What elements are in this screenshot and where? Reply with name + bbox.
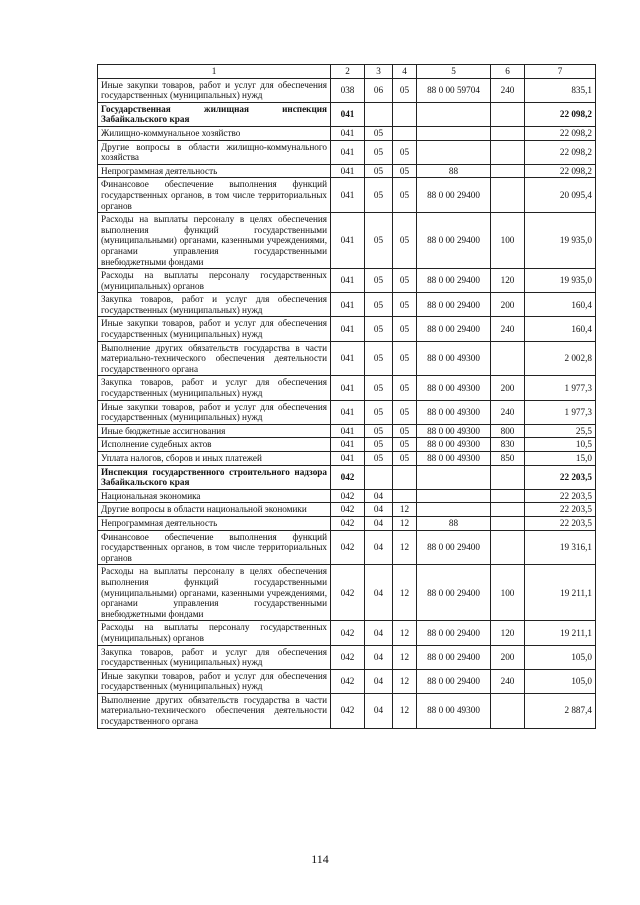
expense-type-cell xyxy=(491,465,525,489)
subsection-code-cell: 05 xyxy=(393,164,417,178)
amount-cell: 160,4 xyxy=(525,293,596,317)
section-code-cell: 05 xyxy=(365,140,393,164)
target-article-cell: 88 0 00 29400 xyxy=(417,530,491,565)
row-name-cell: Расходы на выплаты персоналу в целях обеспечения выполнения функций государственными (муниципальными) органами, казенными учреждениями, органами управления государственными внебюджетными фондами xyxy=(98,213,331,269)
table-row xyxy=(98,465,596,489)
section-code-cell: 05 xyxy=(365,424,393,438)
row-name-cell: Финансовое обеспечение выполнения функций государственных органов, в том числе территориальных органов xyxy=(98,178,331,213)
row-name-cell: Выполнение других обязательств государства в части материально-технического обеспечения деятельности государственного органа xyxy=(98,341,331,376)
target-article-cell: 88 0 00 29400 xyxy=(417,645,491,669)
subsection-code-cell: 12 xyxy=(393,621,417,645)
section-code-cell: 05 xyxy=(365,317,393,341)
section-code-cell: 05 xyxy=(365,126,393,140)
table-row xyxy=(98,645,596,669)
expense-type-cell: 100 xyxy=(491,213,525,269)
expense-type-cell: 240 xyxy=(491,78,525,102)
target-article-cell: 88 0 00 29400 xyxy=(417,317,491,341)
expense-type-cell: 120 xyxy=(491,621,525,645)
subsection-code-cell: 05 xyxy=(393,438,417,452)
ministry-code-cell: 041 xyxy=(331,140,365,164)
expense-type-cell: 200 xyxy=(491,376,525,400)
section-code-cell xyxy=(365,465,393,489)
ministry-code-cell: 042 xyxy=(331,693,365,728)
target-article-cell: 88 0 00 29400 xyxy=(417,293,491,317)
section-code-cell: 05 xyxy=(365,269,393,293)
section-code-cell: 05 xyxy=(365,293,393,317)
subsection-code-cell xyxy=(393,489,417,503)
section-code-cell: 04 xyxy=(365,621,393,645)
section-code-cell: 04 xyxy=(365,516,393,530)
row-name-cell: Расходы на выплаты персоналу государственных (муниципальных) органов xyxy=(98,269,331,293)
row-name-cell: Закупка товаров, работ и услуг для обеспечения государственных (муниципальных) нужд xyxy=(98,376,331,400)
table-row xyxy=(98,516,596,530)
section-code-cell: 04 xyxy=(365,669,393,693)
target-article-cell: 88 xyxy=(417,164,491,178)
subsection-code-cell xyxy=(393,102,417,126)
ministry-code-cell: 042 xyxy=(331,565,365,621)
target-article-cell: 88 0 00 29400 xyxy=(417,669,491,693)
row-name-cell: Непрограммная деятельность xyxy=(98,516,331,530)
subsection-code-cell: 05 xyxy=(393,140,417,164)
amount-cell: 2 887,4 xyxy=(525,693,596,728)
subsection-code-cell: 12 xyxy=(393,565,417,621)
expense-type-cell: 120 xyxy=(491,269,525,293)
row-name-cell: Другие вопросы в области жилищно-коммунального хозяйства xyxy=(98,140,331,164)
expense-type-cell xyxy=(491,178,525,213)
target-article-cell: 88 0 00 29400 xyxy=(417,213,491,269)
expense-type-cell xyxy=(491,164,525,178)
target-article-cell: 88 0 00 49300 xyxy=(417,376,491,400)
expense-type-cell xyxy=(491,693,525,728)
target-article-cell: 88 xyxy=(417,516,491,530)
amount-cell: 22 098,2 xyxy=(525,164,596,178)
target-article-cell: 88 0 00 49300 xyxy=(417,341,491,376)
table-row xyxy=(98,213,596,269)
section-code-cell: 04 xyxy=(365,503,393,517)
subsection-code-cell: 05 xyxy=(393,341,417,376)
target-article-cell: 88 0 00 49300 xyxy=(417,693,491,728)
table-row xyxy=(98,78,596,102)
expense-type-cell xyxy=(491,503,525,517)
amount-cell: 105,0 xyxy=(525,669,596,693)
subsection-code-cell: 05 xyxy=(393,424,417,438)
column-header: 1 xyxy=(98,65,331,79)
amount-cell: 1 977,3 xyxy=(525,400,596,424)
section-code-cell: 04 xyxy=(365,693,393,728)
table-row xyxy=(98,565,596,621)
expense-type-cell: 240 xyxy=(491,400,525,424)
expense-type-cell xyxy=(491,489,525,503)
expense-type-cell: 240 xyxy=(491,669,525,693)
subsection-code-cell xyxy=(393,465,417,489)
table-row xyxy=(98,140,596,164)
target-article-cell xyxy=(417,503,491,517)
ministry-code-cell: 042 xyxy=(331,489,365,503)
expense-type-cell xyxy=(491,341,525,376)
expense-type-cell: 850 xyxy=(491,452,525,466)
table-row xyxy=(98,269,596,293)
target-article-cell: 88 0 00 49300 xyxy=(417,452,491,466)
ministry-code-cell: 041 xyxy=(331,376,365,400)
table-row xyxy=(98,669,596,693)
subsection-code-cell: 05 xyxy=(393,293,417,317)
section-code-cell: 05 xyxy=(365,178,393,213)
subsection-code-cell: 05 xyxy=(393,178,417,213)
amount-cell: 19 211,1 xyxy=(525,621,596,645)
column-header: 6 xyxy=(491,65,525,79)
table-header-row xyxy=(98,65,596,79)
amount-cell: 105,0 xyxy=(525,645,596,669)
amount-cell: 22 203,5 xyxy=(525,516,596,530)
table-row xyxy=(98,503,596,517)
subsection-code-cell: 05 xyxy=(393,78,417,102)
target-article-cell xyxy=(417,126,491,140)
subsection-code-cell: 12 xyxy=(393,530,417,565)
ministry-code-cell: 041 xyxy=(331,269,365,293)
subsection-code-cell xyxy=(393,126,417,140)
row-name-cell: Государственная жилищная инспекция Забайкальского края xyxy=(98,102,331,126)
ministry-code-cell: 042 xyxy=(331,645,365,669)
row-name-cell: Другие вопросы в области национальной экономики xyxy=(98,503,331,517)
ministry-code-cell: 041 xyxy=(331,164,365,178)
amount-cell: 10,5 xyxy=(525,438,596,452)
column-header: 7 xyxy=(525,65,596,79)
row-name-cell: Иные закупки товаров, работ и услуг для обеспечения государственных (муниципальных) нужд xyxy=(98,669,331,693)
ministry-code-cell: 042 xyxy=(331,465,365,489)
ministry-code-cell: 041 xyxy=(331,438,365,452)
table-row xyxy=(98,424,596,438)
table-row xyxy=(98,489,596,503)
target-article-cell xyxy=(417,102,491,126)
expense-type-cell: 100 xyxy=(491,565,525,621)
row-name-cell: Иные закупки товаров, работ и услуг для обеспечения государственных (муниципальных) нужд xyxy=(98,317,331,341)
table-body xyxy=(98,78,596,728)
ministry-code-cell: 042 xyxy=(331,530,365,565)
row-name-cell: Инспекция государственного строительного надзора Забайкальского края xyxy=(98,465,331,489)
amount-cell: 22 203,5 xyxy=(525,503,596,517)
section-code-cell: 05 xyxy=(365,438,393,452)
amount-cell: 19 935,0 xyxy=(525,269,596,293)
section-code-cell: 05 xyxy=(365,164,393,178)
amount-cell: 835,1 xyxy=(525,78,596,102)
amount-cell: 22 203,5 xyxy=(525,489,596,503)
ministry-code-cell: 041 xyxy=(331,126,365,140)
ministry-code-cell: 041 xyxy=(331,452,365,466)
target-article-cell xyxy=(417,465,491,489)
table-row xyxy=(98,376,596,400)
subsection-code-cell: 12 xyxy=(393,693,417,728)
target-article-cell: 88 0 00 29400 xyxy=(417,269,491,293)
expense-type-cell xyxy=(491,530,525,565)
table-row xyxy=(98,178,596,213)
row-name-cell: Расходы на выплаты персоналу государственных (муниципальных) органов xyxy=(98,621,331,645)
subsection-code-cell: 12 xyxy=(393,645,417,669)
subsection-code-cell: 12 xyxy=(393,516,417,530)
subsection-code-cell: 12 xyxy=(393,503,417,517)
row-name-cell: Закупка товаров, работ и услуг для обеспечения государственных (муниципальных) нужд xyxy=(98,645,331,669)
section-code-cell: 04 xyxy=(365,645,393,669)
amount-cell: 15,0 xyxy=(525,452,596,466)
target-article-cell: 88 0 00 49300 xyxy=(417,438,491,452)
ministry-code-cell: 042 xyxy=(331,669,365,693)
table-row xyxy=(98,438,596,452)
section-code-cell: 05 xyxy=(365,400,393,424)
section-code-cell: 04 xyxy=(365,489,393,503)
subsection-code-cell: 05 xyxy=(393,400,417,424)
row-name-cell: Расходы на выплаты персоналу в целях обеспечения выполнения функций государственными (муниципальными) органами, казенными учреждениями, органами управления государственными внебюджетными фондами xyxy=(98,565,331,621)
amount-cell: 22 098,2 xyxy=(525,126,596,140)
row-name-cell: Уплата налогов, сборов и иных платежей xyxy=(98,452,331,466)
row-name-cell: Иные закупки товаров, работ и услуг для обеспечения государственных (муниципальных) нужд xyxy=(98,400,331,424)
amount-cell: 22 203,5 xyxy=(525,465,596,489)
section-code-cell: 05 xyxy=(365,213,393,269)
expense-type-cell: 240 xyxy=(491,317,525,341)
ministry-code-cell: 041 xyxy=(331,293,365,317)
expense-type-cell: 800 xyxy=(491,424,525,438)
table-row xyxy=(98,530,596,565)
ministry-code-cell: 041 xyxy=(331,213,365,269)
subsection-code-cell: 05 xyxy=(393,269,417,293)
section-code-cell xyxy=(365,102,393,126)
row-name-cell: Национальная экономика xyxy=(98,489,331,503)
ministry-code-cell: 041 xyxy=(331,317,365,341)
table-row xyxy=(98,317,596,341)
target-article-cell: 88 0 00 49300 xyxy=(417,400,491,424)
target-article-cell: 88 0 00 29400 xyxy=(417,565,491,621)
row-name-cell: Финансовое обеспечение выполнения функций государственных органов, в том числе территориальных органов xyxy=(98,530,331,565)
amount-cell: 1 977,3 xyxy=(525,376,596,400)
ministry-code-cell: 042 xyxy=(331,621,365,645)
target-article-cell: 88 0 00 49300 xyxy=(417,424,491,438)
expense-type-cell: 830 xyxy=(491,438,525,452)
page-number: 114 xyxy=(311,852,329,866)
subsection-code-cell: 05 xyxy=(393,376,417,400)
row-name-cell: Жилищно-коммунальное хозяйство xyxy=(98,126,331,140)
section-code-cell: 04 xyxy=(365,530,393,565)
target-article-cell: 88 0 00 59704 xyxy=(417,78,491,102)
target-article-cell xyxy=(417,489,491,503)
section-code-cell: 05 xyxy=(365,452,393,466)
row-name-cell: Исполнение судебных актов xyxy=(98,438,331,452)
table-row xyxy=(98,452,596,466)
amount-cell: 22 098,2 xyxy=(525,140,596,164)
subsection-code-cell: 05 xyxy=(393,452,417,466)
column-header: 2 xyxy=(331,65,365,79)
amount-cell: 19 211,1 xyxy=(525,565,596,621)
table-row xyxy=(98,400,596,424)
expense-type-cell xyxy=(491,126,525,140)
amount-cell: 22 098,2 xyxy=(525,102,596,126)
table-row xyxy=(98,293,596,317)
amount-cell: 25,5 xyxy=(525,424,596,438)
target-article-cell: 88 0 00 29400 xyxy=(417,621,491,645)
target-article-cell xyxy=(417,140,491,164)
column-header: 3 xyxy=(365,65,393,79)
ministry-code-cell: 038 xyxy=(331,78,365,102)
expense-type-cell xyxy=(491,102,525,126)
table-row xyxy=(98,102,596,126)
amount-cell: 160,4 xyxy=(525,317,596,341)
subsection-code-cell: 05 xyxy=(393,317,417,341)
expense-type-cell xyxy=(491,140,525,164)
section-code-cell: 05 xyxy=(365,341,393,376)
expense-type-cell: 200 xyxy=(491,645,525,669)
section-code-cell: 06 xyxy=(365,78,393,102)
section-code-cell: 04 xyxy=(365,565,393,621)
section-code-cell: 05 xyxy=(365,376,393,400)
target-article-cell: 88 0 00 29400 xyxy=(417,178,491,213)
row-name-cell: Иные бюджетные ассигнования xyxy=(98,424,331,438)
table-row xyxy=(98,341,596,376)
table-row xyxy=(98,126,596,140)
subsection-code-cell: 05 xyxy=(393,213,417,269)
ministry-code-cell: 041 xyxy=(331,400,365,424)
expense-type-cell xyxy=(491,516,525,530)
row-name-cell: Закупка товаров, работ и услуг для обеспечения государственных (муниципальных) нужд xyxy=(98,293,331,317)
ministry-code-cell: 042 xyxy=(331,503,365,517)
ministry-code-cell: 041 xyxy=(331,102,365,126)
row-name-cell: Непрограммная деятельность xyxy=(98,164,331,178)
ministry-code-cell: 041 xyxy=(331,424,365,438)
ministry-code-cell: 041 xyxy=(331,341,365,376)
ministry-code-cell: 042 xyxy=(331,516,365,530)
budget-table xyxy=(97,64,596,729)
row-name-cell: Иные закупки товаров, работ и услуг для обеспечения государственных (муниципальных) нужд xyxy=(98,78,331,102)
table-row xyxy=(98,621,596,645)
expense-type-cell: 200 xyxy=(491,293,525,317)
subsection-code-cell: 12 xyxy=(393,669,417,693)
column-header: 4 xyxy=(393,65,417,79)
amount-cell: 19 935,0 xyxy=(525,213,596,269)
amount-cell: 20 095,4 xyxy=(525,178,596,213)
ministry-code-cell: 041 xyxy=(331,178,365,213)
table-row xyxy=(98,693,596,728)
amount-cell: 19 316,1 xyxy=(525,530,596,565)
amount-cell: 2 002,8 xyxy=(525,341,596,376)
table-row xyxy=(98,164,596,178)
column-header: 5 xyxy=(417,65,491,79)
row-name-cell: Выполнение других обязательств государства в части материально-технического обеспечения деятельности государственного органа xyxy=(98,693,331,728)
